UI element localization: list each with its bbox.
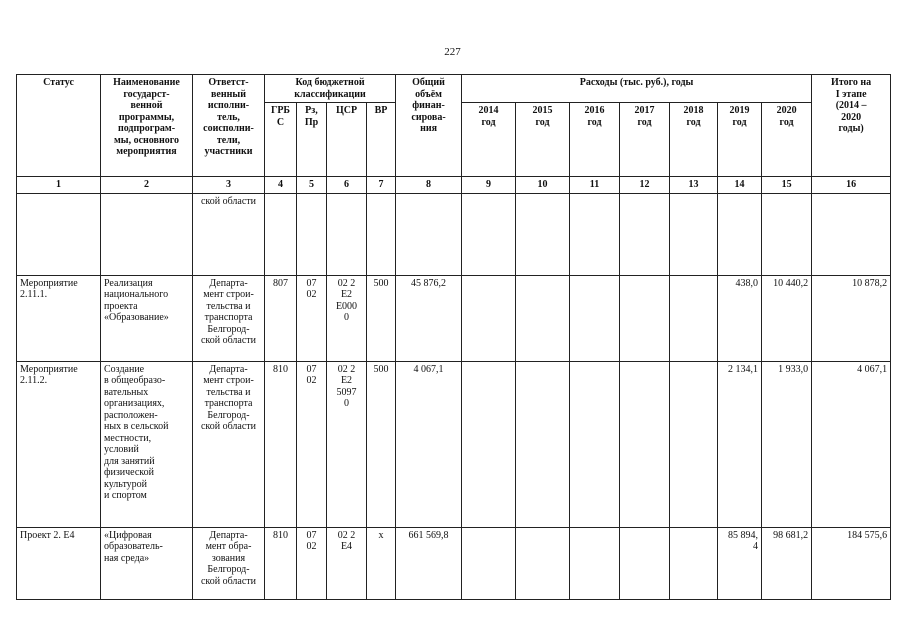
cell-year-2015 <box>516 527 570 599</box>
cell-year-2016 <box>570 361 620 527</box>
column-number: 15 <box>762 177 812 194</box>
column-number: 2 <box>101 177 193 194</box>
cell-responsible: Департа- мент строи- тельства и транспорта Белгород- ской области <box>193 275 265 361</box>
cell-vr: 500 <box>367 275 396 361</box>
header-rzpr: Рз, Пр <box>297 103 327 177</box>
cell-rzpr: 07 02 <box>297 527 327 599</box>
cell-total: 4 067,1 <box>396 361 462 527</box>
header-year-2015: 2015 год <box>516 103 570 177</box>
cell-year-2014 <box>462 361 516 527</box>
cell-vr <box>367 193 396 275</box>
cell-stage-total <box>812 193 891 275</box>
cell-year-2017 <box>620 275 670 361</box>
column-number: 11 <box>570 177 620 194</box>
column-number: 9 <box>462 177 516 194</box>
cell-year-2014 <box>462 527 516 599</box>
header-year-2018: 2018 год <box>670 103 718 177</box>
cell-csr: 02 2 Е2 5097 0 <box>327 361 367 527</box>
cell-status: Мероприятие 2.11.2. <box>17 361 101 527</box>
column-number: 13 <box>670 177 718 194</box>
column-number: 16 <box>812 177 891 194</box>
cell-stage-total: 4 067,1 <box>812 361 891 527</box>
cell-year-2018 <box>670 275 718 361</box>
header-csr: ЦСР <box>327 103 367 177</box>
cell-rzpr: 07 02 <box>297 275 327 361</box>
header-year-2017: 2017 год <box>620 103 670 177</box>
column-number: 3 <box>193 177 265 194</box>
header-grbs: ГРБ С <box>265 103 297 177</box>
header-total: Общий объём финан- сирова- ния <box>396 75 462 177</box>
header-budget-code: Код бюджетной классификации <box>265 75 396 103</box>
cell-year-2016 <box>570 193 620 275</box>
cell-year-2014 <box>462 193 516 275</box>
cell-name: Реализация национального проекта «Образование» <box>101 275 193 361</box>
cell-total <box>396 193 462 275</box>
header-name: Наименование государст- венной программы, подпрограм- мы, основного мероприятия <box>101 75 193 177</box>
cell-year-2020: 1 933,0 <box>762 361 812 527</box>
cell-rzpr <box>297 193 327 275</box>
header-year-2019: 2019 год <box>718 103 762 177</box>
cell-year-2019: 438,0 <box>718 275 762 361</box>
cell-stage-total: 10 878,2 <box>812 275 891 361</box>
column-number: 6 <box>327 177 367 194</box>
cell-year-2019: 85 894, 4 <box>718 527 762 599</box>
cell-year-2016 <box>570 275 620 361</box>
cell-csr: 02 2 Е2 Е000 0 <box>327 275 367 361</box>
cell-vr: х <box>367 527 396 599</box>
cell-year-2016 <box>570 527 620 599</box>
header-year-2020: 2020 год <box>762 103 812 177</box>
cell-rzpr: 07 02 <box>297 361 327 527</box>
cell-stage-total: 184 575,6 <box>812 527 891 599</box>
cell-grbs: 810 <box>265 527 297 599</box>
cell-year-2015 <box>516 193 570 275</box>
cell-responsible: ской области <box>193 193 265 275</box>
cell-csr <box>327 193 367 275</box>
cell-status <box>17 193 101 275</box>
table-row <box>17 275 891 361</box>
column-number-row <box>17 177 891 194</box>
cell-year-2015 <box>516 275 570 361</box>
table-row <box>17 193 891 275</box>
header-stage-total: Итого на I этапе (2014 – 2020 годы) <box>812 75 891 177</box>
budget-table <box>16 74 891 600</box>
header-year-2014: 2014 год <box>462 103 516 177</box>
table-row <box>17 527 891 599</box>
cell-status: Мероприятие 2.11.1. <box>17 275 101 361</box>
table-row <box>17 361 891 527</box>
cell-year-2020 <box>762 193 812 275</box>
cell-year-2020: 10 440,2 <box>762 275 812 361</box>
cell-csr: 02 2 Е4 <box>327 527 367 599</box>
cell-grbs: 810 <box>265 361 297 527</box>
cell-total: 45 876,2 <box>396 275 462 361</box>
cell-total: 661 569,8 <box>396 527 462 599</box>
header-expenses: Расходы (тыс. руб.), годы <box>462 75 812 103</box>
cell-responsible: Департа- мент строи- тельства и транспорта Белгород- ской области <box>193 361 265 527</box>
cell-year-2017 <box>620 527 670 599</box>
cell-name <box>101 193 193 275</box>
column-number: 14 <box>718 177 762 194</box>
cell-status: Проект 2. Е4 <box>17 527 101 599</box>
cell-year-2018 <box>670 193 718 275</box>
cell-year-2019 <box>718 193 762 275</box>
cell-vr: 500 <box>367 361 396 527</box>
column-number: 1 <box>17 177 101 194</box>
header-year-2016: 2016 год <box>570 103 620 177</box>
header-vr: ВР <box>367 103 396 177</box>
page-number: 227 <box>444 46 461 58</box>
cell-grbs: 807 <box>265 275 297 361</box>
column-number: 4 <box>265 177 297 194</box>
column-number: 8 <box>396 177 462 194</box>
column-number: 7 <box>367 177 396 194</box>
cell-year-2017 <box>620 193 670 275</box>
cell-year-2015 <box>516 361 570 527</box>
cell-name: Создание в общеобразо- вательных организациях, расположен- ных в сельской местности, условий для занятий физической культурой и спортом <box>101 361 193 527</box>
cell-year-2019: 2 134,1 <box>718 361 762 527</box>
cell-responsible: Департа- мент обра- зования Белгород- ской области <box>193 527 265 599</box>
header-row <box>17 75 891 103</box>
cell-year-2017 <box>620 361 670 527</box>
cell-year-2020: 98 681,2 <box>762 527 812 599</box>
cell-year-2018 <box>670 527 718 599</box>
cell-year-2018 <box>670 361 718 527</box>
column-number: 10 <box>516 177 570 194</box>
cell-name: «Цифровая образователь- ная среда» <box>101 527 193 599</box>
cell-year-2014 <box>462 275 516 361</box>
cell-grbs <box>265 193 297 275</box>
header-status: Статус <box>17 75 101 177</box>
column-number: 12 <box>620 177 670 194</box>
column-number: 5 <box>297 177 327 194</box>
header-responsible: Ответст- венный исполни- тель, соисполни- тели, участники <box>193 75 265 177</box>
